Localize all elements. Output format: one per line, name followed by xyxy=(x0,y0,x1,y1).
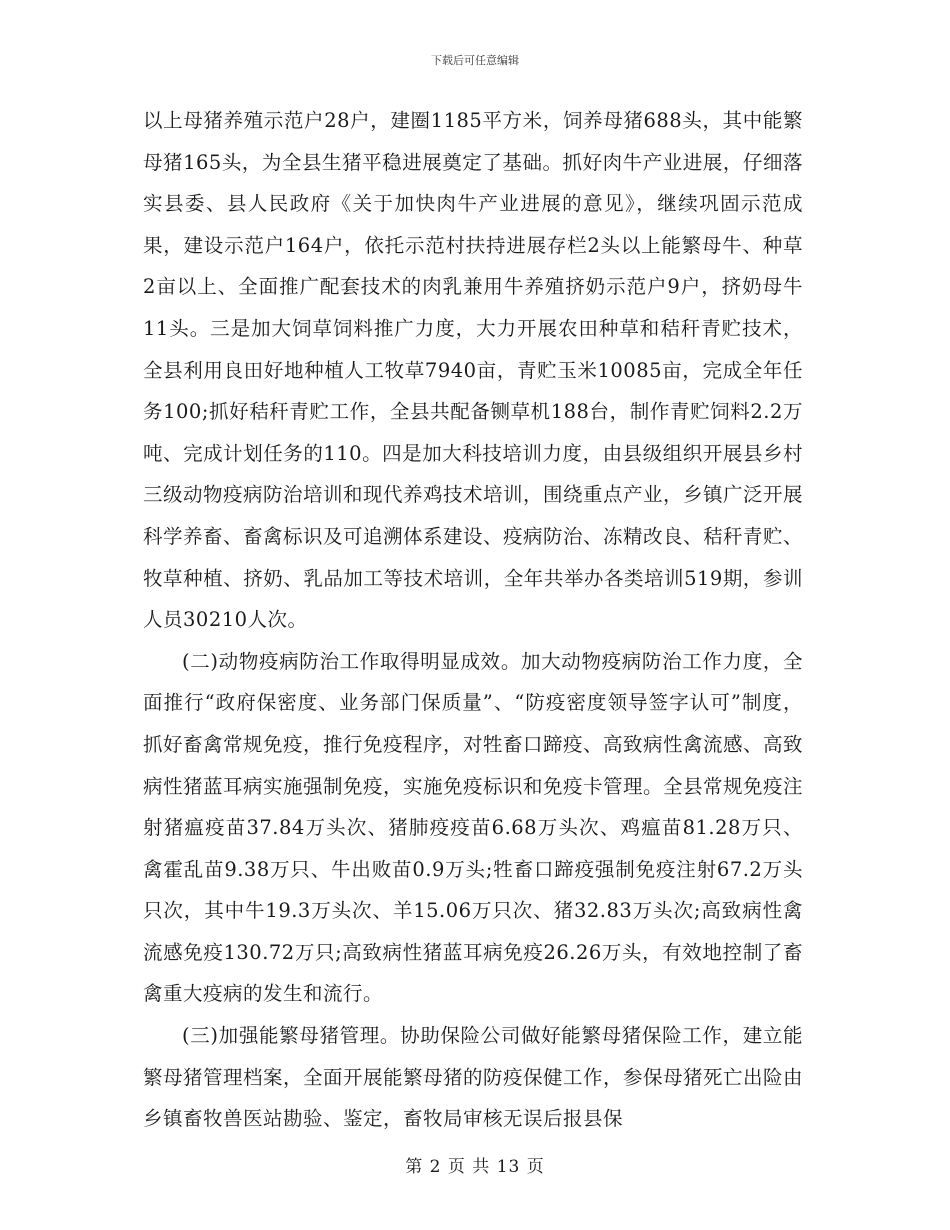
page-number: 第 2 页 共 13 页 xyxy=(405,1157,545,1177)
paragraph-continued: 以上母猪养殖示范户28户，建圈1185平方米，饲养母猪688头，其中能繁母猪165头，为全县生猪平稳进展奠定了基础。抓好肉牛产业进展，仔细落实县委、县人民政府《关于加快肉牛产业进展的意见》，继续巩固示范成果，建设示范户164户，依托示范村扶持进展存栏2头以上能繁母牛、种草2亩以上、全面推广配套技术的肉乳兼用牛养殖挤奶示范户9户，挤奶母牛11头。三是加大饲草饲料推广力度，大力开展农田种草和秸秆青贮技术，全县利用良田好地种植人工牧草7940亩，青贮玉米10085亩，完成全年任务100;抓好秸秆青贮工作，全县共配备铡草机188台，制作青贮饲料2.2万吨、完成计划任务的110。四是加大科技培训力度，由县级组织开展县乡村三级动物疫病防治培训和现代养鸡技术培训，围绕重点产业，乡镇广泛开展科学养畜、畜禽标识及可追溯体系建设、疫病防治、冻精改良、秸秆青贮、牧草种植、挤奶、乳品加工等技术培训，全年共举办各类培训519期，参训人员30210人次。 xyxy=(143,109,804,632)
header-note: 下载后可任意编辑 xyxy=(431,54,519,67)
document-body xyxy=(143,100,803,1140)
paragraph-disease-control: (二)动物疫病防治工作取得明显成效。加大动物疫病防治工作力度，全面推行“政府保密度、业务部门保质量”、“防疫密度领导签字认可”制度，抓好畜禽常规免疫，推行免疫程序，对牲畜口蹄疫、高致病性禽流感、高致病性猪蓝耳病实施强制免疫，实施免疫标识和免疫卡管理。全县常规免疫注射猪瘟疫苗37.84万头次、猪肺疫疫苗6.68万头次、鸡瘟苗81.28万只、禽霍乱苗9.38万只、牛出败苗0.9万头;牲畜口蹄疫强制免疫注射67.2万头只次，其中牛19.3万头次、羊15.06万只次、猪32.83万头次;高致病性禽流感免疫130.72万只;高致病性猪蓝耳病免疫26.26万头，有效地控制了畜禽重大疫病的发生和流行。 xyxy=(143,649,804,1006)
paragraph-sow-management: (三)加强能繁母猪管理。协助保险公司做好能繁母猪保险工作，建立能繁母猪管理档案，全面开展能繁母猪的防疫保健工作，参保母猪死亡出险由乡镇畜牧兽医站勘验、鉴定，畜牧局审核无误后报县保 xyxy=(143,1024,804,1131)
